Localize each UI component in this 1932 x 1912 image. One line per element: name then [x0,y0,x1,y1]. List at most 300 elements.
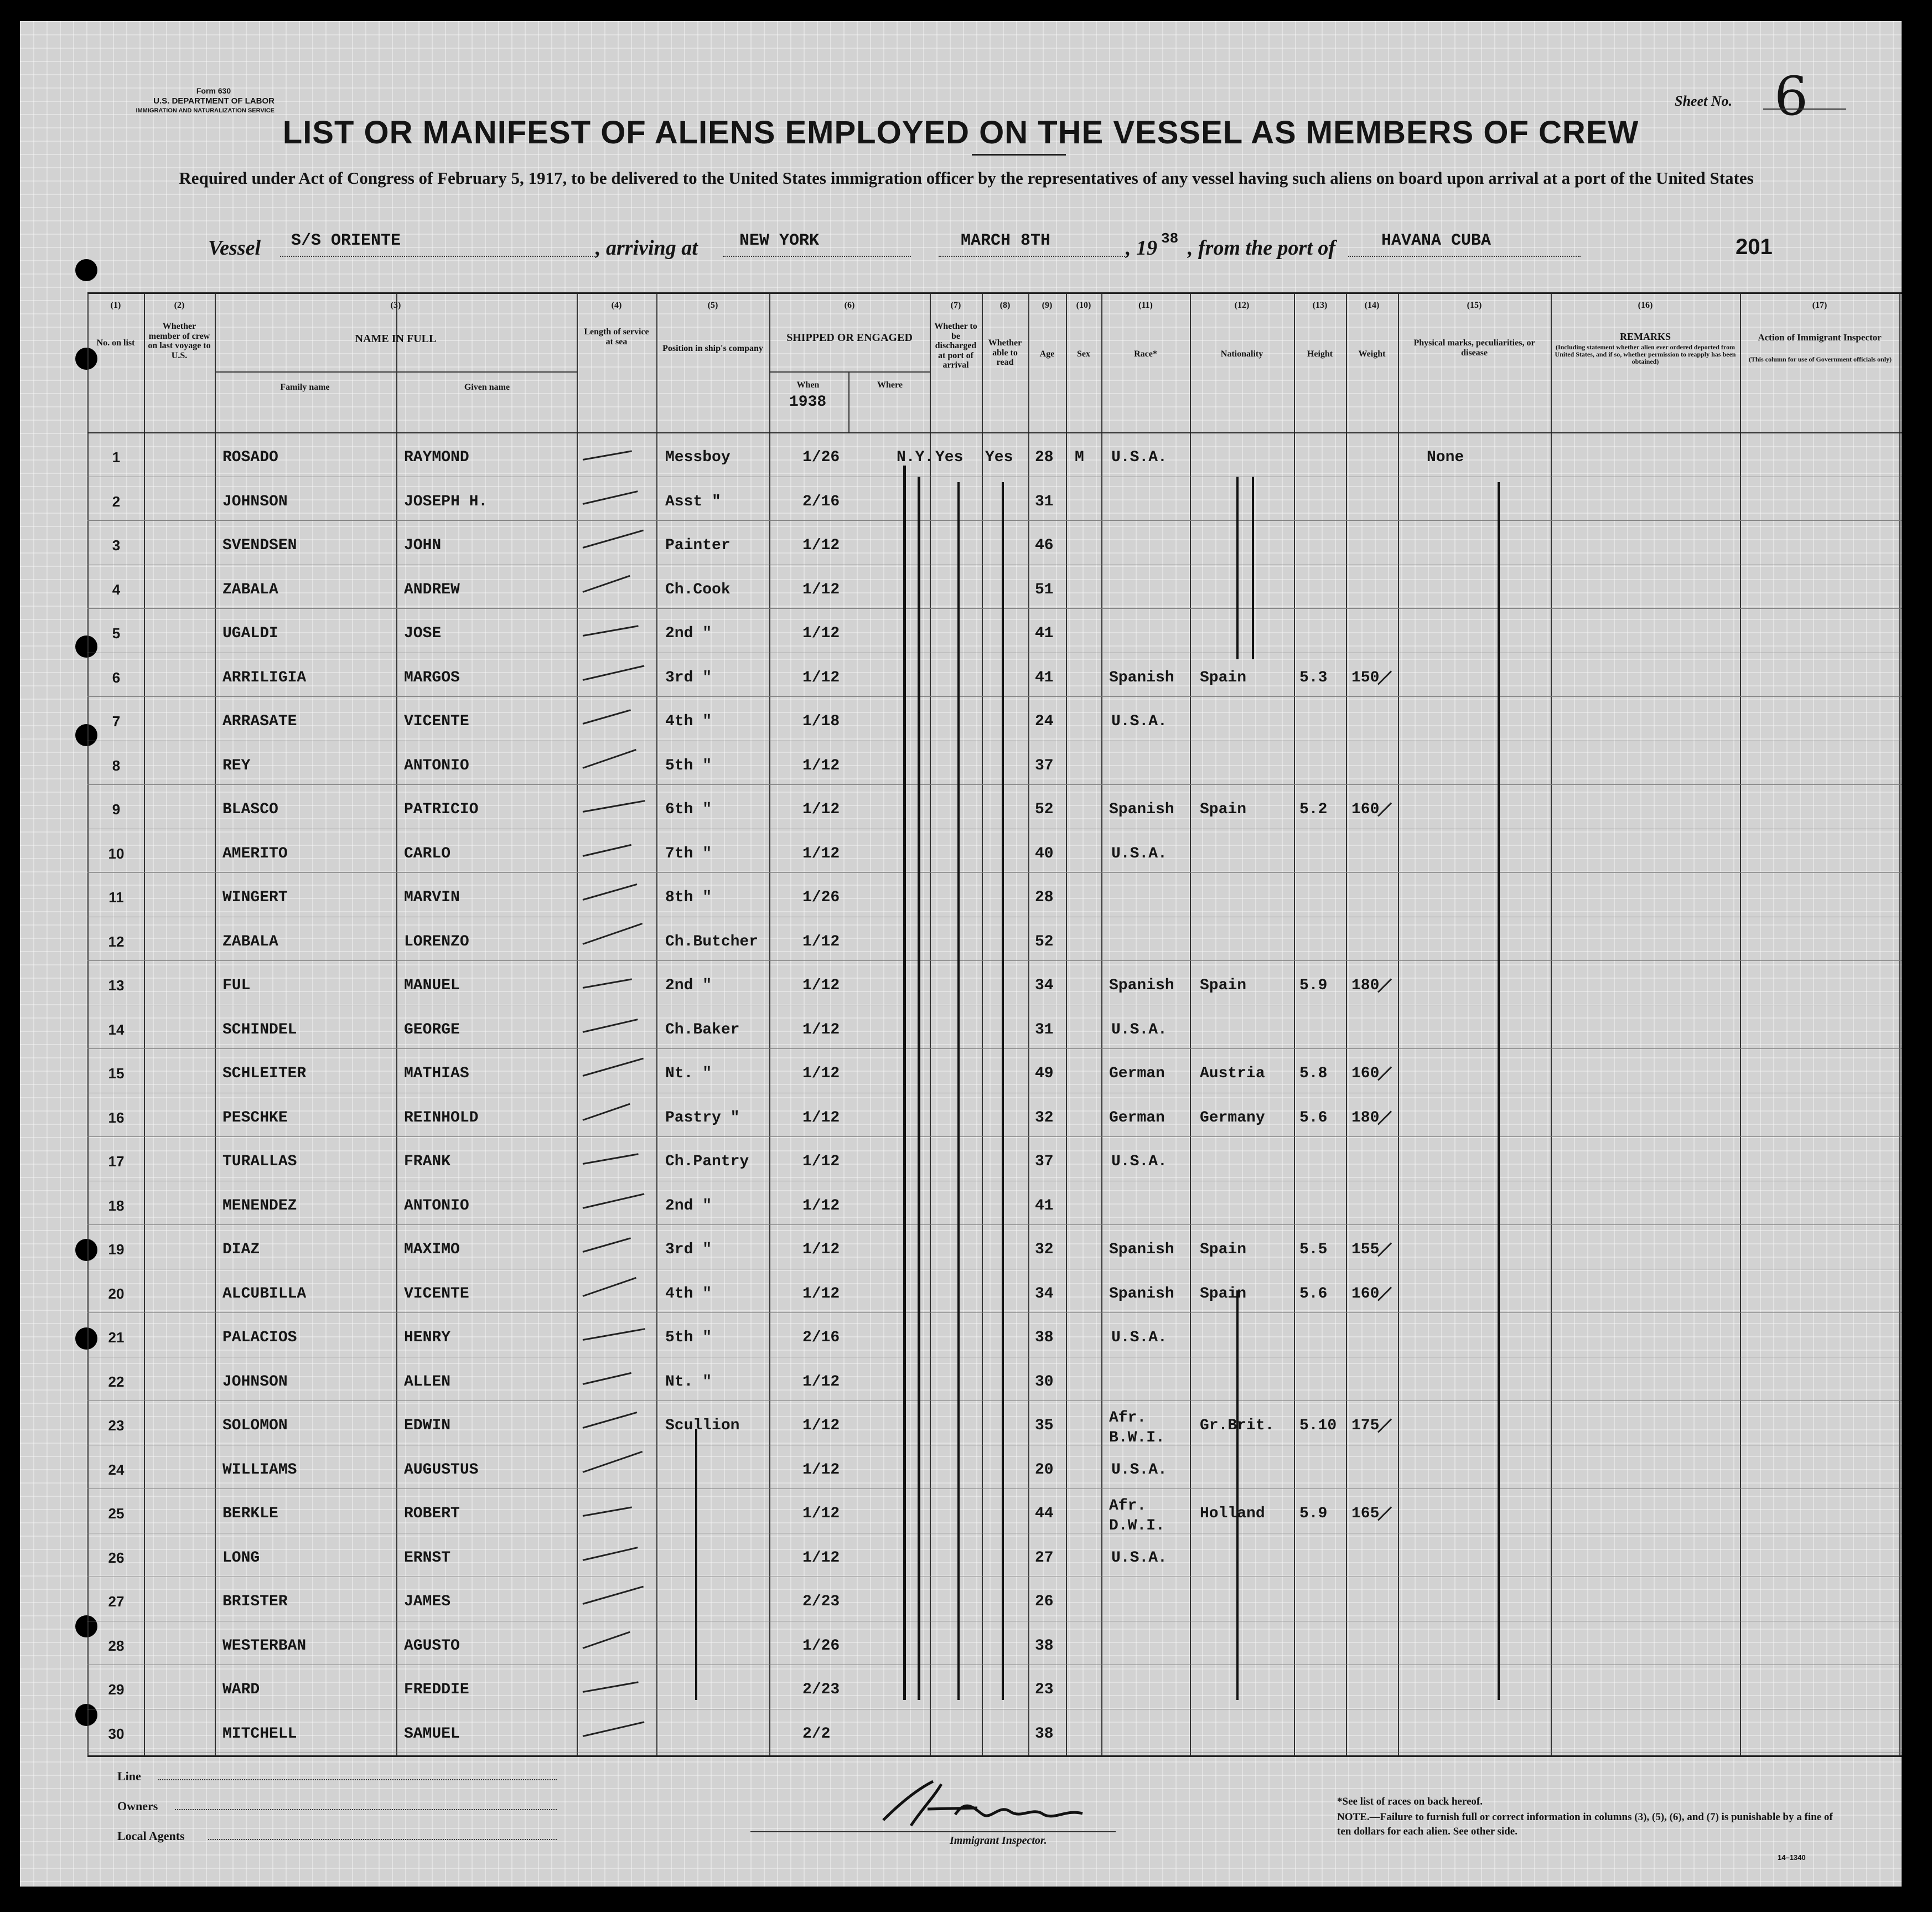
ditto-mark [1236,1290,1239,1700]
nationality-cell: U.S.A. [1111,1021,1167,1038]
col-num: (9) [1042,301,1053,310]
position-cell: Painter [665,537,731,554]
family-name-cell: SCHINDEL [222,1021,297,1038]
nationality-cell: U.S.A. [1111,713,1167,730]
ditto-mark [903,466,906,1700]
family-name-cell: ALCUBILLA [222,1285,307,1303]
shipped-when-cell: 1/26 [802,889,840,906]
service-check-mark [583,1193,645,1209]
given-name-cell: REINHOLD [404,1109,479,1126]
row-number: 4 [112,581,121,598]
given-name-cell: ANTONIO [404,757,469,774]
header-shipped: SHIPPED OR ENGAGED [786,332,913,344]
race-cell: Spanish [1109,669,1174,686]
shipped-when-cell: 1/18 [802,713,840,730]
position-cell: Ch.Cook [665,581,731,598]
service-check-mark [583,1721,645,1737]
owners-rule [175,1809,557,1810]
family-name-cell: TURALLAS [222,1153,297,1170]
position-cell: Nt. " [665,1373,712,1391]
given-name-cell: MARVIN [404,889,460,906]
row-number: 21 [108,1329,125,1346]
penalty-note: NOTE.—Failure to furnish full or correct information in columns (3), (5), (6), and (7) is punishable by a fine of ten dollars for each alien. See other side. [1337,1811,1833,1837]
page-subtitle: Required under Act of Congress of February 5, 1917, to be delivered to the United States immigration officer by the representatives of any vessel having such aliens on board upon arrival at a port of the United States [179,168,1754,188]
given-name-cell: FREDDIE [404,1681,469,1698]
shipped-when-cell: 2/23 [802,1593,840,1610]
family-name-cell: ZABALA [222,933,278,950]
age-cell: 28 [1035,889,1054,906]
arrival-port: NEW YORK [739,231,820,250]
age-cell: 38 [1035,1725,1054,1743]
position-cell: Nt. " [665,1065,712,1082]
row-number: 2 [112,493,121,510]
row-number: 30 [108,1725,125,1742]
shipped-when-cell: 1/12 [802,1417,840,1434]
row-rule [87,1048,1902,1049]
race-cell: Afr. B.W.I. [1109,1409,1165,1446]
col-num: (16) [1638,301,1653,310]
service-check-mark [583,883,638,901]
header-height: Height [1307,349,1333,359]
given-name-cell: VICENTE [404,713,469,730]
height-cell: 5.8 [1299,1065,1328,1082]
position-cell: 5th " [665,757,712,774]
shipped-when-cell: 1/12 [802,537,840,554]
service-name: IMMIGRATION AND NATURALIZATION SERVICE [136,107,274,114]
given-name-cell: FRANK [404,1153,451,1170]
col-num: (8) [999,301,1011,310]
row-number: 12 [108,933,125,950]
service-check-mark [583,1153,639,1165]
race-cell: Spanish [1109,1285,1174,1303]
ditto-mark [1002,482,1004,1700]
nationality-cell: Spain [1200,977,1247,994]
family-name-cell: BERKLE [222,1505,278,1522]
given-name-cell: MAXIMO [404,1241,460,1258]
family-name-cell: ARRASATE [222,713,297,730]
col-num: (11) [1138,301,1153,310]
col-num: (6) [844,301,855,310]
arrival-date: MARCH 8TH [961,231,1051,250]
service-check-mark [583,1019,638,1033]
weight-cell: 160 [1351,1065,1380,1082]
age-cell: 26 [1035,1593,1054,1610]
height-cell: 5.3 [1299,669,1328,686]
age-cell: 37 [1035,757,1054,774]
row-rule [87,608,1902,609]
position-cell: 7th " [665,845,712,862]
family-name-cell: WINGERT [222,889,288,906]
family-name-cell: ZABALA [222,581,278,598]
service-check-mark [583,1547,638,1561]
discharged-cell: Yes [935,449,964,466]
row-number: 15 [108,1065,125,1082]
weight-cell: 180 [1351,977,1380,994]
service-check-mark [583,625,639,637]
header-remarks: REMARKS [1619,331,1671,342]
family-name-cell: BRISTER [222,1593,288,1610]
when-where-divider [848,371,850,432]
weight-tick-mark [1377,978,1392,993]
ditto-mark [918,477,920,1700]
family-name-cell: PALACIOS [222,1329,297,1346]
row-number: 13 [108,977,125,994]
family-name-cell: MITCHELL [222,1725,297,1743]
given-name-cell: JOHN [404,537,442,554]
position-cell: 3rd " [665,669,712,686]
given-name-cell: PATRICIO [404,801,479,818]
header-age: Age [1039,349,1055,359]
position-cell: 6th " [665,801,712,818]
position-cell: 2nd " [665,977,712,994]
shipped-when-cell: 1/12 [802,1241,840,1258]
family-name-cell: SOLOMON [222,1417,288,1434]
ditto-mark [695,1429,697,1700]
given-name-cell: JOSE [404,625,442,642]
name-header-rule [215,371,577,373]
position-cell: Asst " [665,493,721,510]
position-cell: 2nd " [665,1197,712,1215]
position-cell: 5th " [665,1329,712,1346]
shipped-when-cell: 1/12 [802,1197,840,1215]
service-check-mark [583,450,632,461]
header-physical-marks: Physical marks, peculiarities, or disease [1413,338,1535,358]
height-cell: 5.2 [1299,801,1328,818]
weight-tick-mark [1377,1418,1392,1433]
vessel-rule [280,256,595,257]
service-check-mark [583,1103,630,1120]
given-name-cell: AGUSTO [404,1637,460,1655]
nationality-cell: U.S.A. [1111,1153,1167,1170]
shipped-when-cell: 1/12 [802,1021,840,1038]
position-cell: 4th " [665,713,712,730]
port-rule [723,256,911,257]
height-cell: 5.10 [1299,1417,1337,1434]
title-rule [972,154,1066,156]
family-name-cell: REY [222,757,251,774]
given-name-cell: LORENZO [404,933,469,950]
family-name-cell: AMERITO [222,845,288,862]
age-cell: 20 [1035,1461,1054,1479]
family-name-cell: UGALDI [222,625,278,642]
age-cell: 27 [1035,1549,1054,1567]
position-cell: 2nd " [665,625,712,642]
col-num: (2) [174,301,185,310]
given-name-cell: VICENTE [404,1285,469,1303]
shipped-when-cell: 1/12 [802,933,840,950]
service-check-mark [583,530,644,549]
row-number: 29 [108,1681,125,1698]
shipped-when-cell: 1/12 [802,581,840,598]
family-name-cell: WESTERBAN [222,1637,307,1655]
position-cell: Messboy [665,449,731,466]
nationality-cell: U.S.A. [1111,1329,1167,1346]
position-cell: 8th " [665,889,712,906]
shipped-when-cell: 1/12 [802,1285,840,1303]
age-cell: 32 [1035,1241,1054,1258]
family-name-cell: ROSADO [222,449,278,466]
year-suffix: 38 [1161,230,1179,247]
row-number: 22 [108,1373,125,1390]
service-check-mark [583,800,645,813]
weight-cell: 160 [1351,1285,1380,1303]
given-name-cell: MATHIAS [404,1065,469,1082]
weight-tick-mark [1377,1286,1392,1301]
weight-cell: 165 [1351,1505,1380,1522]
position-cell: Ch.Baker [665,1021,740,1038]
age-cell: 40 [1035,845,1054,862]
row-number: 25 [108,1505,125,1522]
age-cell: 49 [1035,1065,1054,1082]
age-cell: 44 [1035,1505,1054,1522]
page-title: LIST OR MANIFEST OF ALIENS EMPLOYED ON THE VESSEL AS MEMBERS OF CREW [282,115,1639,151]
age-cell: 34 [1035,1285,1054,1303]
from-rule [1348,256,1581,257]
position-cell: Scullion [665,1417,740,1434]
given-name-cell: RAYMOND [404,449,469,466]
header-family-name: Family name [280,383,330,392]
nationality-cell: Spain [1200,1241,1247,1258]
age-cell: 28 [1035,449,1054,466]
owners-label: Owners [117,1799,158,1813]
race-cell: Spanish [1109,1241,1174,1258]
row-rule [87,960,1902,961]
service-check-mark [583,1631,630,1649]
nationality-cell: Spain [1200,669,1247,686]
sex-cell: M [1075,449,1084,466]
punch-hole [75,259,97,281]
age-cell: 24 [1035,713,1054,730]
row-number: 3 [112,537,121,554]
age-cell: 34 [1035,977,1054,994]
ditto-mark [1498,482,1500,1700]
service-check-mark [583,1372,631,1384]
age-cell: 52 [1035,801,1054,818]
row-number: 11 [108,889,124,906]
family-name-cell: ARRILIGIA [222,669,307,686]
shipped-when-cell: 1/12 [802,669,840,686]
row-number: 1 [112,449,121,466]
shipped-when-cell: 1/12 [802,1109,840,1126]
nationality-cell: U.S.A. [1111,449,1167,466]
age-cell: 52 [1035,933,1054,950]
nationality-cell: Gr.Brit. [1200,1417,1275,1434]
footer-code: 14–1340 [1778,1853,1806,1862]
given-name-cell: JOSEPH H. [404,493,488,510]
age-cell: 31 [1035,493,1054,510]
height-cell: 5.6 [1299,1109,1328,1126]
height-cell: 5.6 [1299,1285,1328,1303]
family-name-cell: JOHNSON [222,493,288,510]
col-num: (1) [110,301,121,310]
race-cell: Spanish [1109,801,1174,818]
service-check-mark [583,709,631,725]
service-check-mark [583,490,638,505]
header-discharged: Whether to be discharged at port of arrival [934,322,977,370]
line-rule [158,1779,557,1780]
header-weight: Weight [1358,349,1386,359]
header-when: When [796,380,820,390]
height-cell: 5.5 [1299,1241,1328,1258]
sheet-label: Sheet No. [1675,93,1732,109]
header-position: Position in ship's company [662,344,763,353]
col-num: (12) [1234,301,1250,310]
height-cell: 5.9 [1299,1505,1328,1522]
weight-tick-mark [1377,1506,1392,1521]
age-cell: 46 [1035,537,1054,554]
row-number: 23 [108,1417,125,1434]
service-check-mark [583,1058,644,1077]
age-cell: 51 [1035,581,1054,598]
service-check-mark [583,1328,645,1341]
shipped-when-cell: 1/12 [802,1461,840,1479]
given-name-cell: HENRY [404,1329,451,1346]
col-num: (13) [1312,301,1328,310]
shipped-when-cell: 1/12 [802,1373,840,1391]
service-check-mark [583,665,645,681]
service-check-mark [583,575,630,592]
age-cell: 41 [1035,669,1054,686]
nationality-cell: U.S.A. [1111,845,1167,862]
given-name-cell: MANUEL [404,977,460,994]
service-check-mark [583,1586,644,1605]
row-number: 26 [108,1549,125,1566]
line-label: Line [117,1769,141,1783]
able-to-read-cell: Yes [985,449,1013,466]
service-check-mark [583,1681,639,1693]
ditto-mark [957,482,960,1700]
row-rule [87,1312,1902,1313]
header-sex: Sex [1077,349,1090,359]
row-number: 14 [108,1021,125,1038]
nationality-cell: U.S.A. [1111,1461,1167,1479]
weight-tick-mark [1377,670,1392,685]
physical-marks-cell: None [1427,449,1464,466]
service-check-mark [583,922,643,944]
row-number: 20 [108,1285,125,1302]
position-cell: 3rd " [665,1241,712,1258]
service-check-mark [583,1237,631,1253]
given-name-cell: SAMUEL [404,1725,460,1743]
row-number: 6 [112,669,121,686]
given-name-cell: ANTONIO [404,1197,469,1215]
vessel-name: S/S ORIENTE [291,231,401,250]
position-cell: 4th " [665,1285,712,1303]
row-number: 8 [112,757,121,774]
family-name-cell: LONG [222,1549,260,1567]
col-num: (14) [1364,301,1380,310]
departure-port: HAVANA CUBA [1381,231,1491,250]
family-name-cell: PESCHKE [222,1109,288,1126]
form-number: Form 630 [196,86,231,95]
department-name: U.S. DEPARTMENT OF LABOR [153,96,274,106]
col-num: (3) [390,301,401,310]
given-name-cell: AUGUSTUS [404,1461,479,1479]
family-name-cell: JOHNSON [222,1373,288,1391]
inspector-signature [872,1776,1127,1837]
age-cell: 38 [1035,1329,1054,1346]
header-inspector-sub: (This column for use of Government officials only) [1748,355,1892,363]
weight-tick-mark [1377,1066,1392,1081]
races-note: *See list of races on back hereof. [1337,1796,1483,1807]
col-num: (4) [611,301,622,310]
service-check-mark [583,1277,636,1296]
col-num: (5) [707,301,718,310]
header-nationality: Nationality [1220,349,1263,359]
date-rule [939,256,1127,257]
given-name-cell: JAMES [404,1593,451,1610]
header-name-in-full: NAME IN FULL [355,333,437,345]
col-num: (10) [1076,301,1091,310]
row-rule [87,1224,1902,1225]
sheet-number: 6 [1774,65,1809,127]
agents-rule [208,1839,557,1840]
nationality-cell: Holland [1200,1505,1265,1522]
family-name-cell: DIAZ [222,1241,260,1258]
weight-cell: 155 [1351,1241,1380,1258]
age-cell: 30 [1035,1373,1054,1391]
header-race: Race* [1134,349,1157,359]
family-name-cell: BLASCO [222,801,278,818]
nationality-cell: Spain [1200,801,1247,818]
shipped-when-cell: 2/16 [802,493,840,510]
family-name-cell: FUL [222,977,251,994]
shipped-when-cell: 1/12 [802,801,840,818]
nationality-cell: U.S.A. [1111,1549,1167,1567]
row-number: 7 [112,713,121,730]
row-number: 18 [108,1197,125,1214]
row-number: 9 [112,801,121,818]
vessel-label: Vessel [208,236,261,260]
race-cell: German [1109,1065,1165,1082]
shipped-when-cell: 1/12 [802,845,840,862]
age-cell: 31 [1035,1021,1054,1038]
row-number: 19 [108,1241,125,1258]
header-able-to-read: Whether able to read [988,338,1022,368]
shipped-when-cell: 1/12 [802,1153,840,1170]
from-label: , from the port of [1188,236,1336,260]
weight-cell: 175 [1351,1417,1380,1434]
given-name-cell: GEORGE [404,1021,460,1038]
service-check-mark [583,1450,643,1472]
service-check-mark [583,978,632,989]
position-cell: Pastry " [665,1109,740,1126]
given-name-cell: CARLO [404,845,451,862]
manifest-sheet [20,21,1902,1887]
row-rule [87,1136,1902,1137]
service-check-mark [583,748,636,768]
age-cell: 41 [1035,1197,1054,1215]
service-check-mark [583,1412,638,1429]
position-cell: Ch.Pantry [665,1153,749,1170]
age-cell: 32 [1035,1109,1054,1126]
row-number: 17 [108,1153,125,1170]
inspector-label: Immigrant Inspector. [950,1835,1047,1847]
arriving-label: , arriving at [595,236,698,260]
given-name-cell: ANDREW [404,581,460,598]
row-number: 10 [108,845,125,862]
header-given-name: Given name [464,383,510,392]
nationality-cell: Spain [1200,1285,1247,1303]
col-num: (17) [1812,301,1827,310]
family-name-cell: MENENDEZ [222,1197,297,1215]
height-cell: 5.9 [1299,977,1328,994]
row-rule [87,872,1902,873]
year-prefix: , 19 [1126,236,1157,260]
ditto-mark [1252,477,1254,659]
sheet-number-underline [1763,108,1846,110]
weight-tick-mark [1377,1242,1392,1257]
